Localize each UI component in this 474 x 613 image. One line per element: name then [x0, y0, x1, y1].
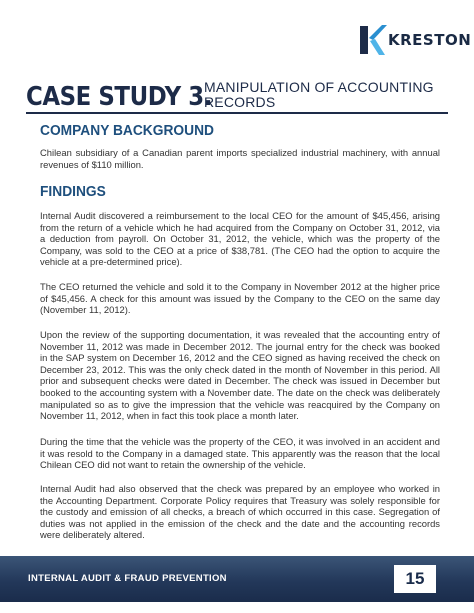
- case-study-subtitle: MANIPULATION OF ACCOUNTING RECORDS: [204, 79, 434, 110]
- company-background-heading: COMPANY BACKGROUND: [40, 123, 214, 139]
- kreston-logo-text: KRESTON: [388, 31, 472, 49]
- company-background-paragraph: Chilean subsidiary of a Canadian parent imports specialized industrial machinery, with annual revenues of $110 million.: [40, 147, 440, 170]
- kreston-logo: [358, 22, 472, 58]
- findings-heading: FINDINGS: [40, 184, 106, 200]
- kreston-k-mark-icon: [358, 24, 388, 56]
- footer-label: INTERNAL AUDIT & FRAUD PREVENTION: [28, 573, 227, 584]
- findings-paragraph-5: Internal Audit had also observed that the check was prepared by an employee who worked in the Accounting Department. Corporate Policy requires that Treasury was solely responsible for the custody and emission of all checks, a breach of which occurred in this case. Segregation of duties was not applied in the emission of the check and the date and the accounting records were deliberately altered.: [40, 483, 440, 541]
- page-footer: [0, 556, 474, 602]
- page-number: 15: [394, 565, 436, 593]
- findings-paragraph-2: The CEO returned the vehicle and sold it to the Company in November 2012 at the higher price of $45,456. A check for this amount was issued by the Company to the CEO on the same day (November 11, 2012).: [40, 281, 440, 316]
- findings-paragraph-4: During the time that the vehicle was the property of the CEO, it was involved in an accident and it was resold to the Company in a damaged state. This apparently was the reason that the local Chilean CEO did not want to retain the ownership of the vehicle.: [40, 436, 440, 471]
- findings-paragraph-3: Upon the review of the supporting documentation, it was revealed that the accounting entry of November 11, 2012 was made in December 2012. The journal entry for the check was booked in the SAP system on December 16, 2012 and the CEO signed as having received the check on December 23, 2012. This was the only check dated in the month of November in this period. All prior and subsequent checks were dated in December. The check was issued in December but booked to the accounting system with a November date. The date on the check was deliberately manipulated so as to give the impression that the vehicle was reacquired by the Company on November 11, 2012, when in fact this took place a month later.: [40, 329, 440, 422]
- case-study-title: CASE STUDY 3.: [26, 82, 212, 112]
- findings-paragraph-1: Internal Audit discovered a reimbursement to the local CEO for the amount of $45,456, arising from the return of a vehicle which he had acquired from the Company on October 31, 2012, via a deduction from payroll. On October 31, 2012, the vehicle, which was the property of the Company, was sold to the CEO at a price of $38,781. (The CEO had the option to acquire the vehicle at a pre-determined price).: [40, 210, 440, 268]
- title-divider: [26, 112, 448, 114]
